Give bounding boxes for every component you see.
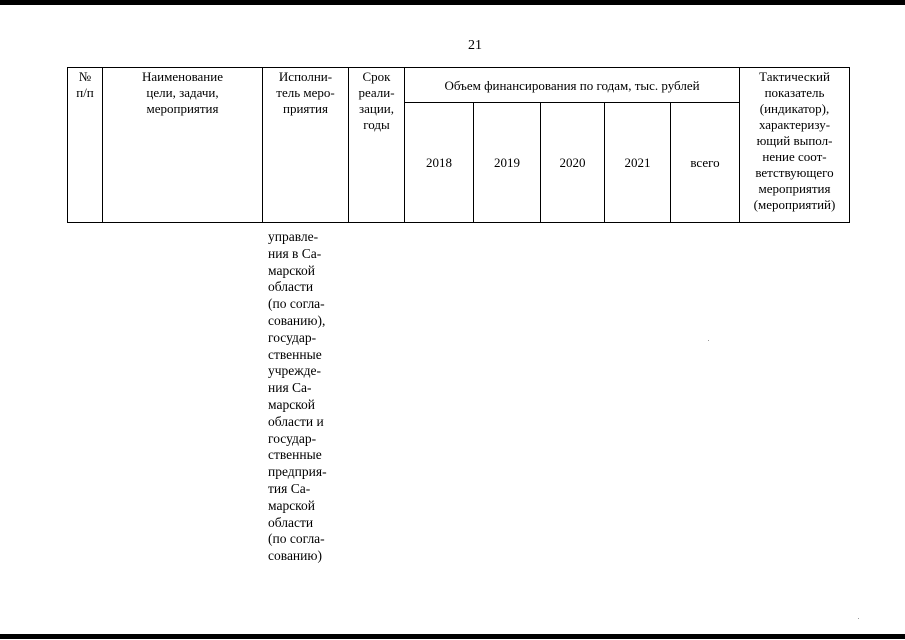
header-indicator: Тактический показатель (индикатор), характеризу- ющий выпол- нение соот- ветствующего мероприятия (мероприятий) xyxy=(753,69,836,212)
header-financing: Объем финансирования по годам, тыс. рублей xyxy=(444,78,700,93)
header-executor: Исполни- тель меро- приятия xyxy=(276,69,335,116)
bottom-border-rule xyxy=(0,634,905,639)
header-year-2019: 2019 xyxy=(494,155,520,170)
header-name: Наименование цели, задачи, мероприятия xyxy=(142,69,223,116)
scan-speck xyxy=(708,340,709,341)
top-border-rule xyxy=(0,0,905,5)
header-year-2021: 2021 xyxy=(624,155,651,170)
financing-divider-line xyxy=(405,102,739,103)
executor-continuation-text: управле- ния в Са- марской области (по согла- сованию), государ- ственные учрежде- ния Са- марской области и государ- ственные предприя- тия Са- марской области (по согла- сованию) xyxy=(268,229,327,564)
header-year-2020: 2020 xyxy=(559,155,586,170)
table-right-line xyxy=(849,67,850,223)
header-total: всего xyxy=(690,155,720,170)
table-bottom-line xyxy=(67,222,850,223)
header-term: Срок реали- зации, годы xyxy=(358,69,395,132)
page-number: 21 xyxy=(468,38,482,53)
table-top-line xyxy=(67,67,850,68)
header-number: № п/п xyxy=(76,69,94,100)
header-year-2018: 2018 xyxy=(426,155,452,170)
scan-speck xyxy=(858,618,859,619)
